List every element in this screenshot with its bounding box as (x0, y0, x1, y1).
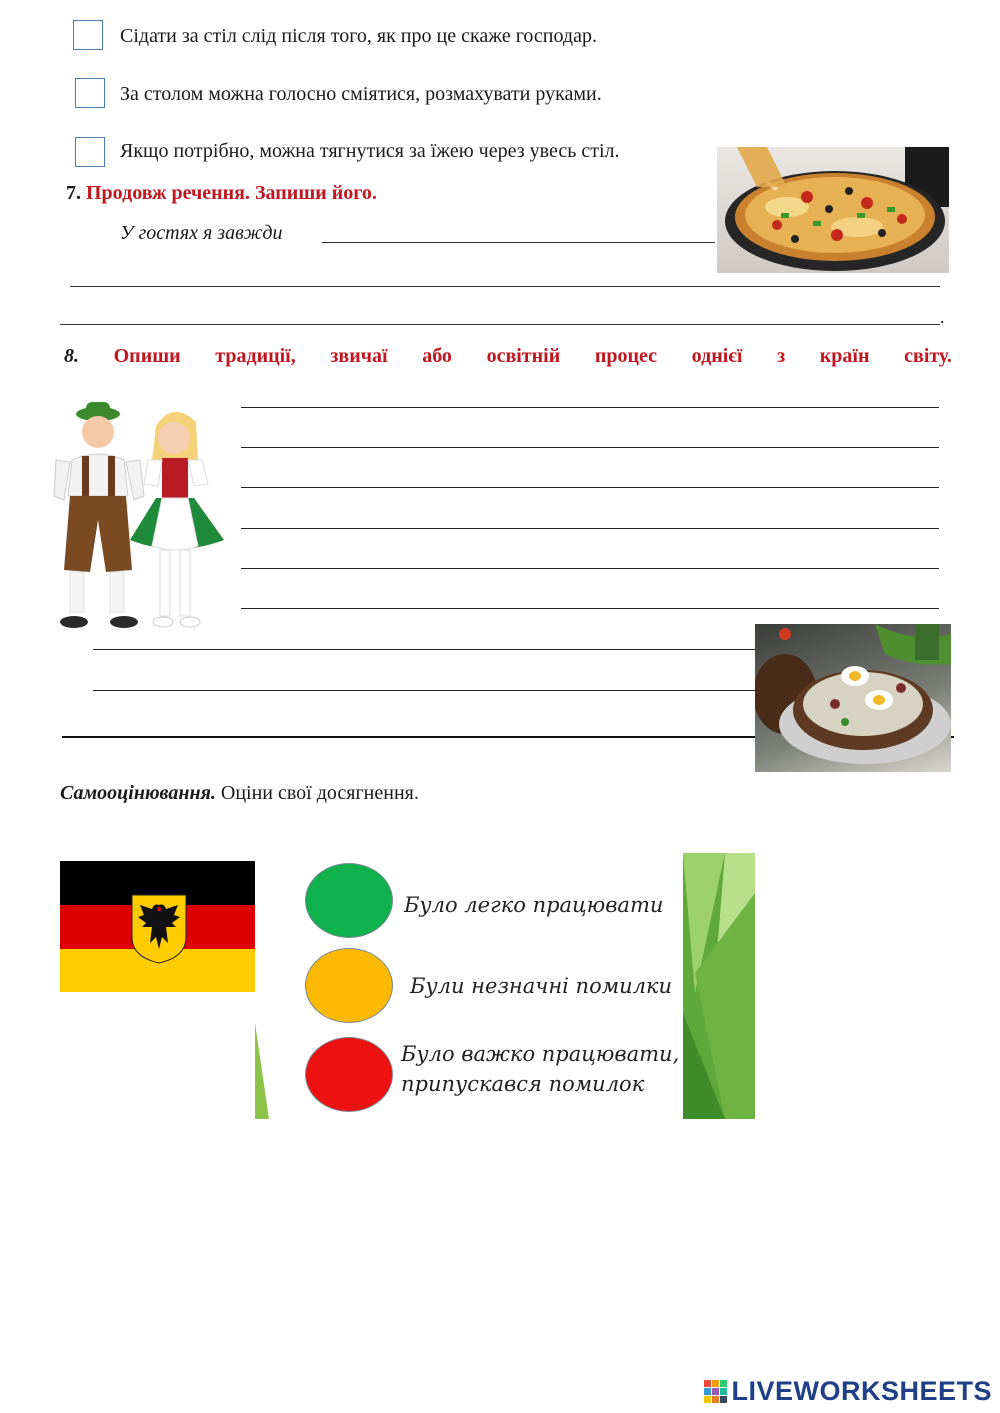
task-7-text: Продовж речення. Запиши його. (86, 182, 377, 204)
red-level-icon (305, 1037, 393, 1112)
answer-line-8f[interactable] (241, 608, 939, 609)
task-8-word: однієї (691, 345, 743, 367)
soup-bread-image (755, 624, 951, 772)
liveworksheets-brand: LIVEWORKSHEETS (731, 1376, 992, 1406)
task-8-word: країн (819, 345, 870, 367)
answer-line-7c[interactable] (60, 324, 940, 325)
task-8-title (64, 345, 952, 368)
task-7-number: 7. (66, 182, 81, 204)
answer-line-7a[interactable] (322, 242, 715, 243)
task-7-prompt: У гостях я завжди (120, 222, 283, 244)
answer-line-8b[interactable] (241, 447, 939, 448)
pizza-image (717, 147, 949, 273)
statement-2: За столом можна голосно сміятися, розмахувати руками. (120, 83, 602, 105)
liveworksheets-grid-icon (704, 1380, 728, 1404)
checkbox-statement-3[interactable] (75, 137, 105, 167)
green-level-icon (305, 863, 393, 938)
level-hard-label-line-2: припускався помилок (401, 1072, 645, 1096)
children-costume-image (48, 400, 243, 635)
task-7-title (66, 182, 377, 205)
task-8-word: або (422, 345, 452, 367)
answer-line-8d[interactable] (241, 528, 939, 529)
task-8-word: звичаї (330, 345, 388, 367)
level-easy-label: Було легко працювати (404, 893, 664, 917)
self-assessment-heading (60, 782, 419, 805)
answer-line-8g[interactable] (93, 649, 755, 650)
answer-line-8c[interactable] (241, 487, 939, 488)
level-hard-label-line-1: Було важко працювати, (401, 1042, 680, 1066)
checkbox-statement-2[interactable] (75, 78, 105, 108)
statement-3: Якщо потрібно, можна тягнутися за їжею через увесь стіл. (120, 140, 620, 162)
self-assessment-title: Самооцінювання. (60, 782, 216, 804)
checkbox-statement-1[interactable] (73, 20, 103, 50)
task-8-word: процес (594, 345, 658, 367)
self-assessment-subtitle: Оціни свої досягнення. (220, 782, 419, 804)
answer-line-8a[interactable] (241, 407, 939, 408)
eagle-emblem-icon (130, 893, 188, 965)
task-8-number: 8. (64, 345, 79, 367)
task-8-word: світу. (904, 345, 952, 367)
task-8-word: Опиши (113, 345, 181, 367)
statement-1: Сідати за стіл слід після того, як про це скаже господар. (120, 25, 597, 47)
period-mark: . (940, 307, 945, 327)
answer-line-7b[interactable] (70, 286, 940, 287)
task-8-word: традиції, (215, 345, 296, 367)
answer-line-8e[interactable] (241, 568, 939, 569)
answer-line-8h[interactable] (93, 690, 755, 691)
level-minor-mistakes-label: Були незначні помилки (410, 974, 673, 998)
german-flag (60, 861, 255, 992)
task-8-word: з (777, 345, 786, 367)
task-8-word: освітній (486, 345, 561, 367)
liveworksheets-logo (704, 1376, 992, 1407)
yellow-level-icon (305, 948, 393, 1023)
